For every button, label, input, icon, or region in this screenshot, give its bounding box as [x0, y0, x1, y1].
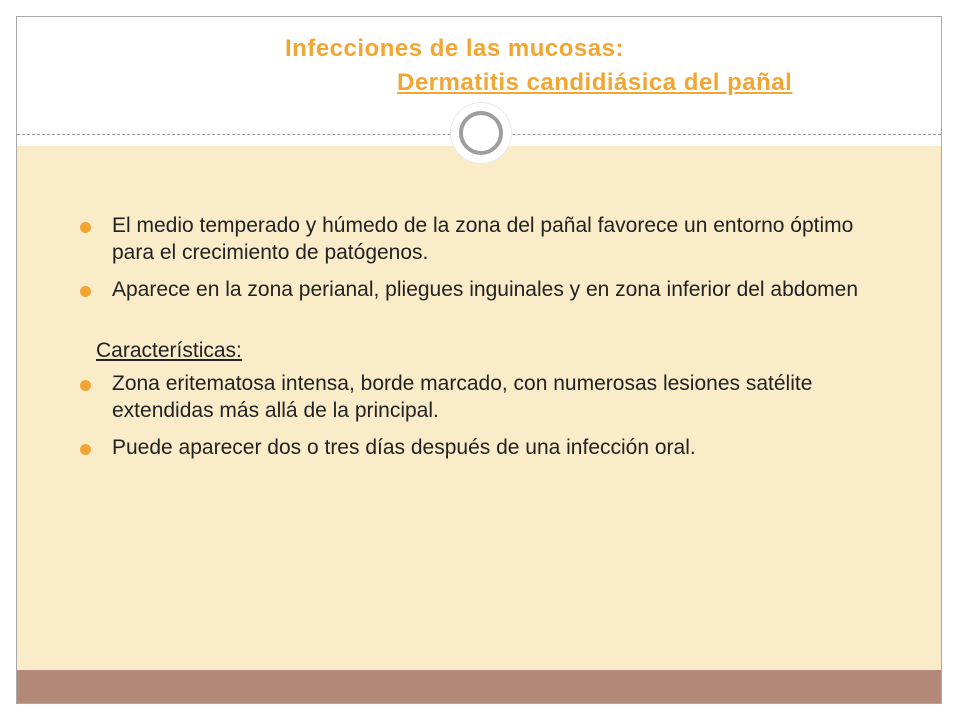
footer-bar: [17, 670, 941, 703]
slide-title: Infecciones de las mucosas:: [285, 35, 624, 62]
bullet-text: Aparece en la zona perianal, pliegues inguinales y en zona inferior del abdomen: [112, 278, 859, 301]
bullet-dot-icon: [80, 444, 91, 455]
bullet-dot-icon: [80, 286, 91, 297]
bullet-text: Puede aparecer dos o tres días después de una infección oral.: [112, 436, 696, 459]
section-heading: Características:: [96, 339, 242, 362]
slide-subtitle: Dermatitis candidiásica del pañal: [397, 69, 793, 96]
bullet-text: El medio temperado y húmedo de la zona del pañal favorece un entorno óptimo para el crecimiento de patógenos.: [112, 214, 854, 264]
bullet-text: Zona eritematosa intensa, borde marcado, con numerosas lesiones satélite extendidas más allá de la principal.: [112, 372, 813, 422]
slide-content: [78, 212, 868, 471]
bullet-item: [78, 370, 868, 424]
bullet-item: [78, 212, 868, 266]
circle-ornament-icon: [451, 103, 511, 163]
bullet-dot-icon: [80, 222, 91, 233]
bullet-dot-icon: [80, 380, 91, 391]
bullet-item: [78, 434, 868, 461]
ring-icon: [459, 111, 503, 155]
bullet-item: [78, 276, 868, 303]
